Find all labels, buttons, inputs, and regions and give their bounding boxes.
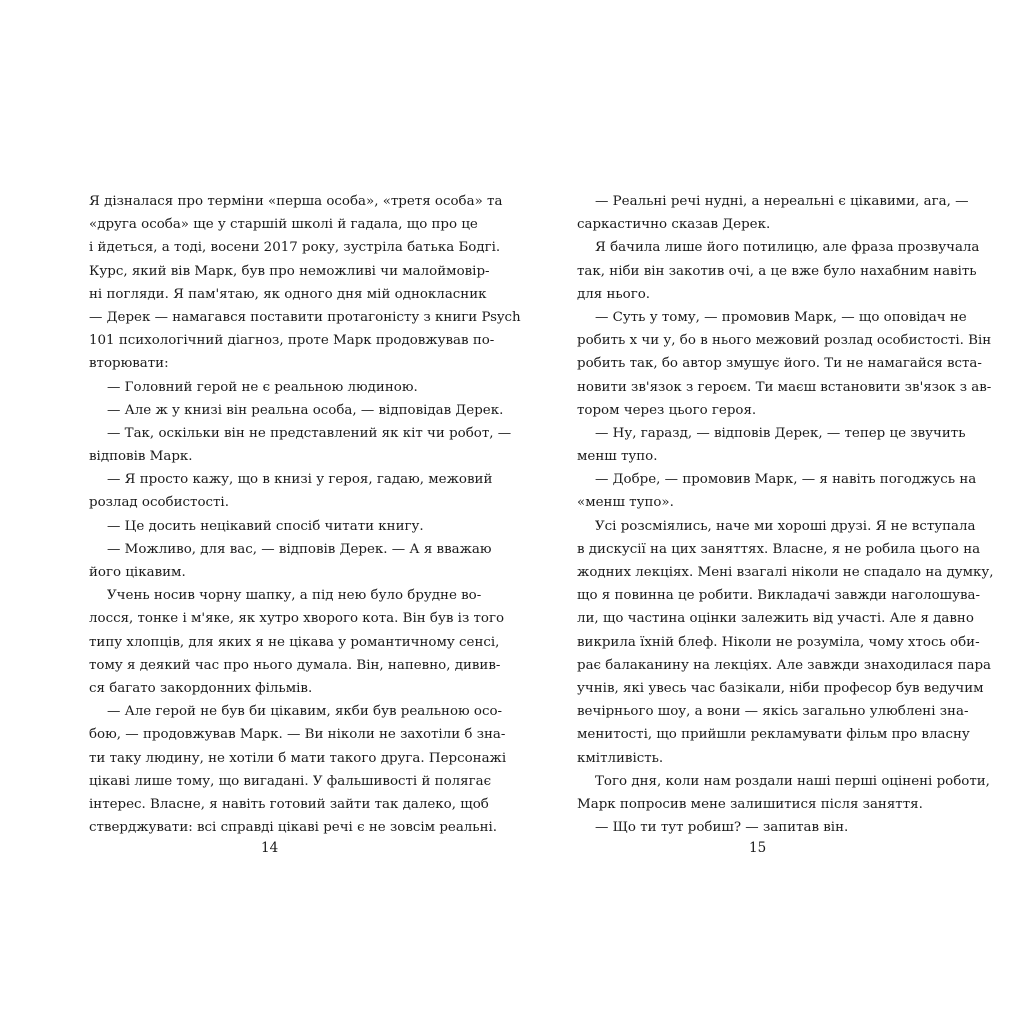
right-page-text	[577, 190, 994, 839]
text-line: рає балаканину на лекціях. Але завжди знаходилася пара	[577, 657, 992, 673]
text-line: його цікавим.	[89, 565, 186, 580]
text-line: — Суть у тому, — промовив Марк, — що оповідач не	[595, 309, 967, 325]
text-line: вторювати:	[89, 356, 169, 372]
text-line: Усі розсміялись, наче ми хороші друзі. Я не вступала	[595, 518, 976, 534]
text-line: ся багато закордонних фільмів.	[89, 680, 313, 696]
text-line: тому я деякий час про нього думала. Він, напевно, дивив-	[89, 657, 501, 673]
text-line: відповів Марк.	[89, 449, 193, 465]
text-line: в дискусії на цих заняттях. Власне, я не робила цього на	[577, 541, 981, 557]
text-line: Марк попросив мене залишитися після заняття.	[577, 796, 923, 812]
text-line: робить х чи у, бо в нього межовий розлад особистості. Він	[577, 333, 992, 349]
text-line: так, ніби він закотив очі, а це вже було нахабним навіть	[577, 263, 977, 279]
text-line: лосся, тонке і м'яке, як хутро хворого кота. Він був із того	[89, 611, 505, 627]
text-line: — Але герой не був би цікавим, якби був реальною осо-	[107, 704, 503, 720]
text-line: менитості, що прийшли рекламувати фільм про власну	[577, 727, 970, 743]
text-line: — Ну, гаразд, — відповів Дерек, — тепер це звучить	[595, 425, 966, 441]
text-line: розлад особистості.	[89, 495, 229, 511]
text-line: цікаві лише тому, що вигадані. У фальшивості й полягає	[89, 773, 492, 789]
text-line: Я бачила лише його потилицю, але фраза прозвучала	[595, 240, 980, 256]
left-page-text	[89, 190, 521, 839]
text-line: що я повинна це робити. Викладачі завжди наголошува-	[577, 588, 981, 604]
text-line: менш тупо.	[577, 449, 658, 465]
text-line: типу хлопців, для яких я не цікава у романтичному сенсі,	[89, 634, 500, 650]
text-line: 101 психологічний діагноз, проте Марк продовжував по-	[89, 333, 495, 349]
text-line: — Дерек — намагався поставити протагоністу з книги Psych	[89, 309, 521, 325]
text-line: — Добре, — промовив Марк, — я навіть погоджусь на	[595, 472, 977, 488]
text-line: тором через цього героя.	[577, 402, 757, 418]
text-line: — Я просто кажу, що в книзі у героя, гадаю, межовий	[107, 472, 493, 488]
text-line: Того дня, коли нам роздали наші перші оцінені роботи,	[595, 773, 990, 789]
text-line: Курс, який вів Марк, був про неможливі чи малоймовір-	[89, 263, 490, 279]
text-line: для нього.	[577, 286, 651, 302]
text-line: викрила їхній блеф. Ніколи не розуміла, чому хтось оби-	[577, 634, 980, 650]
text-line: ти таку людину, не хотіли б мати такого друга. Персонажі	[89, 750, 507, 766]
text-line: «менш тупо».	[577, 495, 674, 511]
text-line: Я дізналася про терміни «перша особа», «третя особа» та	[89, 194, 503, 209]
text-line: ні погляди. Я пам'ятаю, як одного дня мій однокласник	[89, 286, 487, 302]
text-line: — Реальні речі нудні, а нереальні є цікавими, ага, —	[595, 194, 969, 209]
text-line: стверджувати: всі справді цікаві речі є не зовсім реальні.	[89, 820, 498, 836]
text-line: — Можливо, для вас, — відповів Дерек. — А я вважаю	[107, 541, 492, 557]
text-line: — Головний герой не є реальною людиною.	[107, 379, 418, 395]
text-line: інтерес. Власне, я навіть готовий зайти так далеко, щоб	[89, 796, 489, 812]
text-line: саркастично сказав Дерек.	[577, 217, 771, 233]
right-page-number: 15	[749, 840, 767, 856]
text-line: новити зв'язок з героєм. Ти маєш встановити зв'язок з ав-	[577, 379, 992, 395]
text-line: і йдеться, а тоді, восени 2017 року, зустріла батька Бодгі.	[89, 240, 501, 256]
text-line: «друга особа» ще у старшій школі й гадала, що про це	[89, 217, 478, 233]
left-page-number: 14	[261, 840, 279, 856]
text-line: Учень носив чорну шапку, а під нею було брудне во-	[107, 588, 482, 604]
text-line: учнів, які увесь час базікали, ніби професор був ведучим	[577, 680, 984, 696]
text-line: — Так, оскільки він не представлений як кіт чи робот, —	[107, 425, 512, 441]
text-line: кмітливість.	[577, 750, 664, 766]
text-line: ли, що частина оцінки залежить від участі. Але я давно	[577, 611, 974, 627]
text-line: робить так, бо автор змушує його. Ти не намагайся вста-	[577, 356, 982, 372]
text-line: бою, — продовжував Марк. — Ви ніколи не захотіли б зна-	[89, 727, 506, 743]
text-line: жодних лекціях. Мені взагалі ніколи не спадало на думку,	[577, 565, 994, 580]
text-line: вечірнього шоу, а вони — якісь загально улюблені зна-	[577, 704, 969, 720]
text-line: — Що ти тут робиш? — запитав він.	[595, 820, 849, 836]
text-line: — Це досить нецікавий спосіб читати книгу.	[107, 518, 424, 534]
text-line: — Але ж у книзі він реальна особа, — відповідав Дерек.	[107, 402, 504, 418]
